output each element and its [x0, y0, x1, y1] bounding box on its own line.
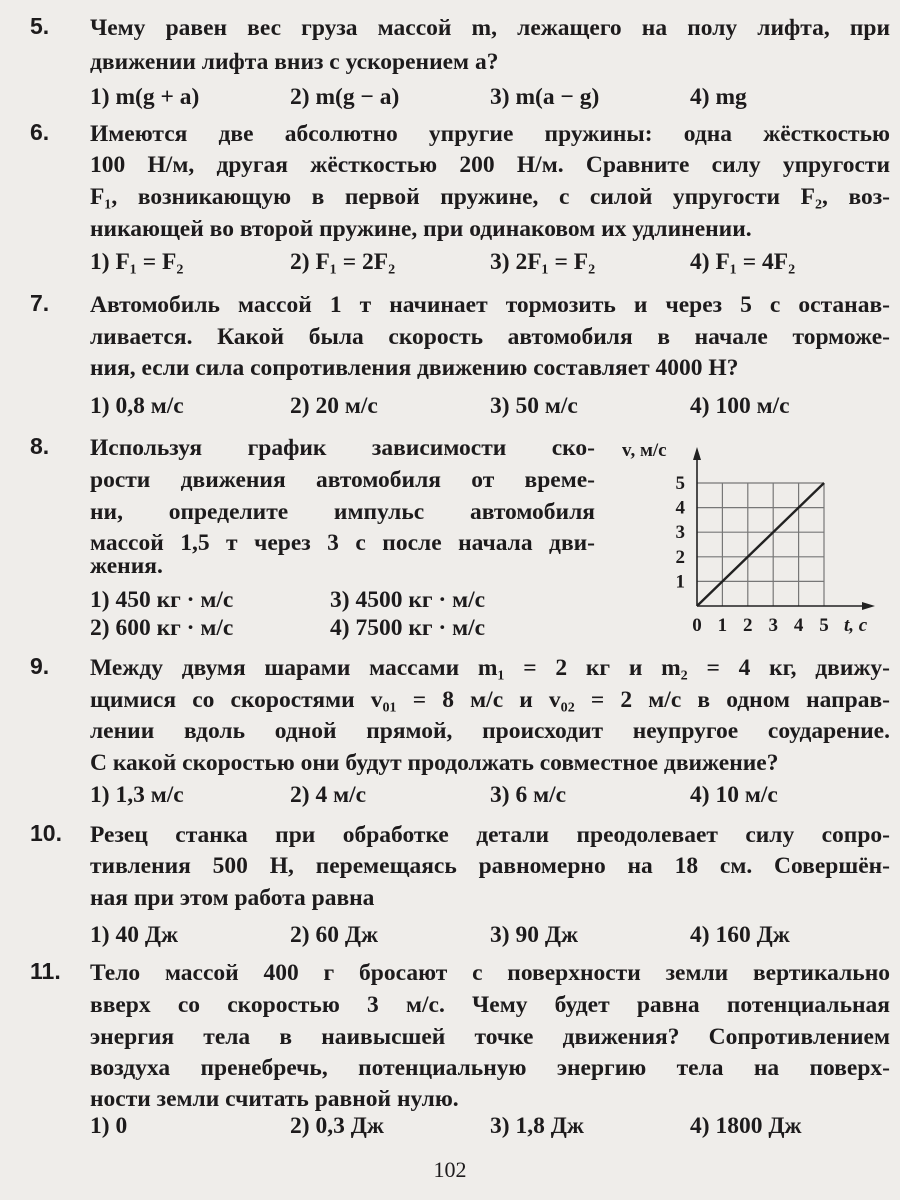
- y-axis-arrow-icon: [693, 447, 701, 460]
- answer-option: 1) 0: [90, 1113, 128, 1139]
- question-text-line: лении вдоль одной прямой, происходит неупругое соударение.: [90, 718, 890, 744]
- series-line: [697, 483, 824, 606]
- page-number: 102: [433, 1157, 467, 1182]
- question-text-line: ния, если сила сопротивления движению составляет 4000 Н?: [90, 355, 739, 381]
- question-text-line: Автомобиль массой 1 т начинает тормозить и через 5 с останав-: [90, 292, 890, 318]
- answer-option: 3) 6 м/с: [490, 782, 567, 808]
- x-axis-label: t, с: [844, 615, 868, 636]
- answer-option: 1) 0,8 м/с: [90, 393, 184, 419]
- answer-option: 2) 0,3 Дж: [290, 1113, 384, 1139]
- answer-option: 4) 1800 Дж: [690, 1113, 802, 1139]
- question-number: 7.: [30, 290, 50, 316]
- x-tick-label: 0: [692, 615, 702, 636]
- question-text-line: Чему равен вес груза массой m, лежащего на полу лифта, при: [90, 15, 890, 41]
- y-tick-label: 5: [675, 473, 685, 494]
- question-text-line: Имеются две абсолютно упругие пружины: одна жёсткостью: [90, 121, 890, 147]
- question-text-line: энергия тела в наивысшей точке движения? Сопротивлением: [90, 1024, 890, 1050]
- x-axis-arrow-icon: [862, 602, 875, 610]
- answer-option: 4) 100 м/с: [690, 393, 790, 419]
- question-text-line: F₁, возникающую в первой пружине, с силой упругости F₂, воз-: [90, 184, 890, 210]
- question-text-line: никающей во второй пружине, при одинаковом их удлинении.: [90, 216, 752, 242]
- answer-option: 3) 90 Дж: [490, 922, 579, 948]
- answer-option: 2) m(g − a): [290, 84, 400, 110]
- question-text-line: ни, определите импульс автомобиля: [90, 499, 595, 525]
- y-tick-label: 2: [675, 546, 685, 568]
- question-text-line: тивления 500 Н, перемещаясь равномерно на 18 см. Совершён-: [90, 853, 890, 879]
- x-tick-label: 3: [768, 615, 778, 636]
- x-tick-label: 5: [819, 615, 829, 636]
- question-number: 5.: [30, 13, 50, 39]
- answer-option: 3) 4500 кг · м/с: [330, 587, 486, 613]
- question-number: 9.: [30, 653, 50, 679]
- answer-option: 4) mg: [690, 84, 747, 110]
- y-tick-label: 4: [675, 497, 685, 519]
- question-text-line: 100 Н/м, другая жёсткостью 200 Н/м. Сравните силу упругости: [90, 152, 890, 178]
- answer-option: 3) 1,8 Дж: [490, 1113, 584, 1139]
- question-text-line: воздуха пренебречь, потенциальную энергию тела на поверх-: [90, 1055, 890, 1081]
- x-tick-label: 4: [793, 615, 804, 636]
- x-tick-label: 2: [743, 615, 753, 636]
- answer-option: 4) 10 м/с: [690, 782, 778, 808]
- answer-option: 4) F₁ = 4F₂: [690, 249, 796, 275]
- answer-option: 2) F₁ = 2F₂: [290, 249, 396, 275]
- question-number: 8.: [30, 433, 50, 459]
- question-number: 10.: [30, 820, 62, 846]
- question-text-line: вверх со скоростью 3 м/с. Чему будет равна потенциальная: [90, 992, 890, 1018]
- question-text-line: Тело массой 400 г бросают с поверхности земли вертикально: [90, 960, 890, 986]
- question-text-line: жения.: [90, 553, 163, 579]
- answer-option: 4) 160 Дж: [690, 922, 790, 948]
- question-text-line: рости движения автомобиля от време-: [90, 467, 595, 493]
- answer-option: 2) 60 Дж: [290, 922, 379, 948]
- answer-option: 2) 4 м/с: [290, 782, 367, 808]
- question-text-line: ности земли считать равной нулю.: [90, 1086, 459, 1112]
- question-text-line: ливается. Какой была скорость автомобиля в начале торможе-: [90, 324, 890, 350]
- answer-option: 1) 40 Дж: [90, 922, 179, 948]
- question-text-line: массой 1,5 т через 3 с после начала дви-: [90, 530, 595, 556]
- x-tick-label: 1: [717, 615, 728, 636]
- question-text-line: Используя график зависимости ско-: [90, 435, 595, 461]
- question-text-line: Резец станка при обработке детали преодолевает силу сопро-: [90, 822, 890, 848]
- answer-option: 3) 2F₁ = F₂: [490, 249, 596, 275]
- answer-option: 2) 20 м/с: [290, 393, 378, 419]
- question-number: 6.: [30, 119, 50, 145]
- answer-option: 3) m(a − g): [490, 84, 600, 110]
- answer-option: 1) F₁ = F₂: [90, 249, 184, 275]
- question-number: 11.: [30, 958, 61, 984]
- question-text-line: щимися со скоростями v₀₁ = 8 м/с и v₀₂ = 2 м/с в одном направ-: [90, 687, 890, 713]
- answer-option: 1) 1,3 м/с: [90, 782, 184, 808]
- question-text-line: С какой скоростью они будут продолжать совместное движение?: [90, 750, 779, 776]
- answer-option: 1) m(g + a): [90, 84, 200, 110]
- answer-option: 1) 450 кг · м/с: [90, 587, 234, 613]
- answer-option: 4) 7500 кг · м/с: [330, 615, 486, 641]
- answer-option: 2) 600 кг · м/с: [90, 615, 234, 641]
- y-axis-label: v, м/с: [622, 440, 667, 461]
- question-text-line: Между двумя шарами массами m₁ = 2 кг и m₂ = 4 кг, движу-: [90, 655, 890, 681]
- question-text-line: ная при этом работа равна: [90, 885, 375, 911]
- y-tick-label: 3: [675, 522, 685, 544]
- question-text-line: движении лифта вниз с ускорением a?: [90, 49, 499, 75]
- answer-option: 3) 50 м/с: [490, 393, 578, 419]
- y-tick-label: 1: [675, 571, 685, 593]
